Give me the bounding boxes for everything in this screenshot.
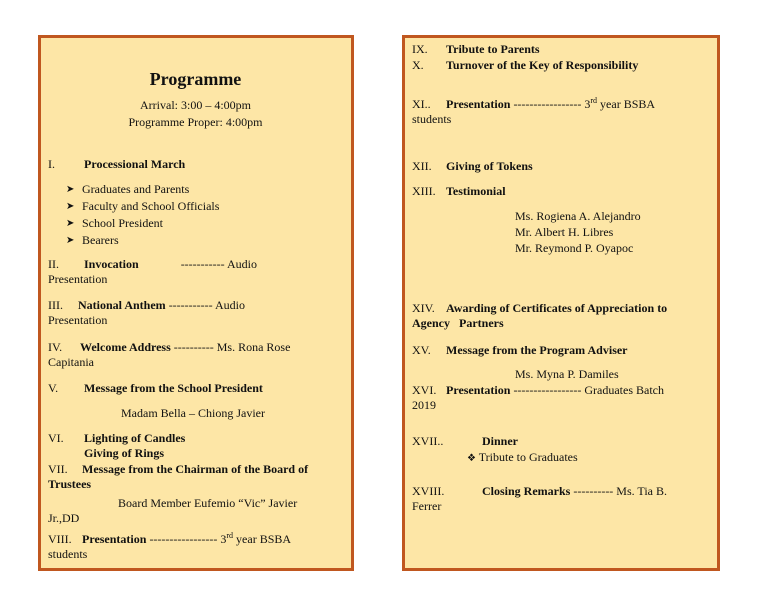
list-item: ➤ School President xyxy=(66,216,163,230)
item-vii: VII. Message from the Chairman of the Board of Trustees xyxy=(48,462,309,491)
item-vi: VI. Lighting of Candles Giving of Rings xyxy=(48,431,186,460)
list-item: ➤ Graduates and Parents xyxy=(66,182,190,196)
programme-panel-right xyxy=(402,35,720,571)
item-i: I. Processional March xyxy=(48,157,186,171)
item-xi: XI.. Presentation ----------------- 3rd year BSBA students xyxy=(412,96,656,126)
diamond-bullet-icon: ❖ xyxy=(467,453,476,464)
item-xvii: XVII.. Dinner xyxy=(412,434,518,448)
item-xvii-sub: ❖ Tribute to Graduates xyxy=(467,450,578,464)
item-v-name: Madam Bella – Chiong Javier xyxy=(121,406,265,420)
item-vii-name: Board Member Eufemio “Vic” Javier Jr.,DD xyxy=(48,496,298,525)
item-x: X. Turnover of the Key of Responsibility xyxy=(412,58,639,72)
arrow-bullet-icon: ➤ xyxy=(66,201,75,212)
item-i-title: Processional March xyxy=(84,157,186,171)
item-viii: VIII. Presentation ----------------- 3rd year BSBA students xyxy=(48,531,292,561)
testimonial-name: Ms. Rogiena A. Alejandro xyxy=(515,209,641,223)
testimonial-name: Mr. Reymond P. Oyapoc xyxy=(515,241,634,255)
item-xiii: XIII. Testimonial xyxy=(412,184,506,198)
item-iii: III. National Anthem ----------- Audio Presentation xyxy=(48,298,245,327)
arrow-bullet-icon: ➤ xyxy=(66,218,75,229)
arrow-bullet-icon: ➤ xyxy=(66,184,75,195)
programme-proper-time: Programme Proper: 4:00pm xyxy=(128,115,263,129)
item-v: V. Message from the School President xyxy=(48,381,263,395)
item-ix: IX. Tribute to Parents xyxy=(412,42,540,56)
list-item: ➤ Faculty and School Officials xyxy=(66,199,220,213)
item-xii: XII. Giving of Tokens xyxy=(412,159,533,173)
testimonial-name: Mr. Albert H. Libres xyxy=(515,225,614,239)
programme-panel-left xyxy=(38,35,354,571)
programme-title: Programme xyxy=(149,69,242,89)
testimonial-names xyxy=(412,208,709,256)
list-item: ➤ Bearers xyxy=(66,233,119,247)
arrival-time: Arrival: 3:00 – 4:00pm xyxy=(140,98,251,112)
item-iv: IV. Welcome Address ---------- Ms. Rona Rose Capitania xyxy=(48,340,291,369)
arrow-bullet-icon: ➤ xyxy=(66,235,75,246)
processional-list xyxy=(48,181,343,249)
item-xviii: XVIII. Closing Remarks ---------- Ms. Tia B. Ferrer xyxy=(412,484,667,513)
item-xvi: XVI. Presentation ----------------- Graduates Batch 2019 xyxy=(412,383,665,412)
item-xv-name: Ms. Myna P. Damiles xyxy=(515,367,619,381)
item-xv: XV. Message from the Program Adviser xyxy=(412,343,628,357)
item-xiv: XIV. Awarding of Certificates of Appreciation to Agency Partners xyxy=(412,301,668,330)
item-ii: II. Invocation ----------- Audio Presentation xyxy=(48,257,257,286)
